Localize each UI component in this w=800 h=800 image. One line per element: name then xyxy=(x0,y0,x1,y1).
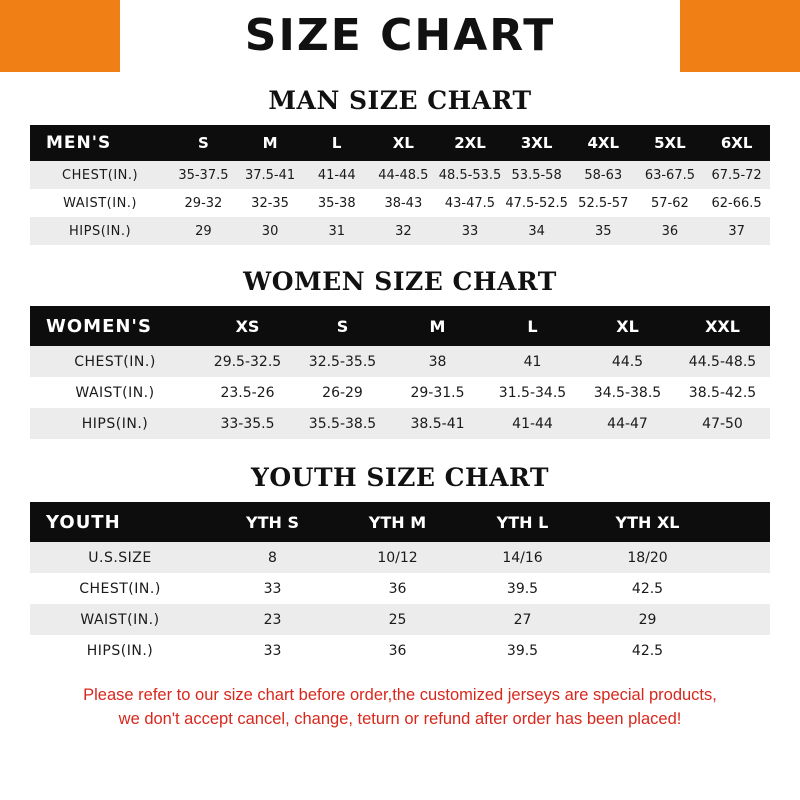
table-row xyxy=(30,377,770,408)
women-chest-l: 41 xyxy=(485,346,580,377)
men-chest-2xl: 48.5-53.5 xyxy=(437,161,504,189)
youth-chest-m: 36 xyxy=(335,573,460,604)
men-header-4xl: 4XL xyxy=(570,125,637,161)
men-header-5xl: 5XL xyxy=(637,125,704,161)
men-header-label: MEN'S xyxy=(30,125,170,161)
men-chest-5xl: 63-67.5 xyxy=(637,161,704,189)
women-header-l: L xyxy=(485,306,580,346)
women-waist-l: 31.5-34.5 xyxy=(485,377,580,408)
men-waist-5xl: 57-62 xyxy=(637,189,704,217)
women-header-xxl: XXL xyxy=(675,306,770,346)
men-header-l: L xyxy=(303,125,370,161)
men-waist-m: 32-35 xyxy=(237,189,304,217)
youth-chest-s: 33 xyxy=(210,573,335,604)
women-waist-m: 29-31.5 xyxy=(390,377,485,408)
youth-row-ussize-label: U.S.SIZE xyxy=(30,542,210,573)
women-chest-xl: 44.5 xyxy=(580,346,675,377)
youth-hips-m: 36 xyxy=(335,635,460,666)
youth-section-title: YOUTH SIZE CHART xyxy=(251,463,549,492)
women-hips-xxl: 47-50 xyxy=(675,408,770,439)
men-hips-6xl: 37 xyxy=(703,217,770,245)
footer-line-1: Please refer to our size chart before order,the customized jerseys are special products, xyxy=(83,686,717,704)
youth-hips-spacer xyxy=(710,635,770,666)
men-header-3xl: 3XL xyxy=(503,125,570,161)
women-hips-l: 41-44 xyxy=(485,408,580,439)
men-header-6xl: 6XL xyxy=(703,125,770,161)
women-header-m: M xyxy=(390,306,485,346)
women-header-xl: XL xyxy=(580,306,675,346)
men-hips-4xl: 35 xyxy=(570,217,637,245)
men-waist-4xl: 52.5-57 xyxy=(570,189,637,217)
youth-header-label: YOUTH xyxy=(30,502,210,542)
youth-waist-m: 25 xyxy=(335,604,460,635)
youth-ussize-xl: 18/20 xyxy=(585,542,710,573)
youth-ussize-spacer xyxy=(710,542,770,573)
chart-content xyxy=(0,86,800,666)
youth-row-waist-label: WAIST(IN.) xyxy=(30,604,210,635)
women-header-xs: XS xyxy=(200,306,295,346)
youth-waist-l: 27 xyxy=(460,604,585,635)
men-hips-m: 30 xyxy=(237,217,304,245)
youth-waist-spacer xyxy=(710,604,770,635)
man-size-table xyxy=(30,125,770,245)
women-section-title: WOMEN SIZE CHART xyxy=(243,267,557,296)
women-hips-s: 35.5-38.5 xyxy=(295,408,390,439)
header-banner-inner xyxy=(120,0,680,72)
table-row xyxy=(30,542,770,573)
women-row-chest-label: CHEST(IN.) xyxy=(30,346,200,377)
men-hips-l: 31 xyxy=(303,217,370,245)
men-hips-2xl: 33 xyxy=(437,217,504,245)
women-header-s: S xyxy=(295,306,390,346)
youth-waist-s: 23 xyxy=(210,604,335,635)
youth-hips-xl: 42.5 xyxy=(585,635,710,666)
men-row-waist-label: WAIST(IN.) xyxy=(30,189,170,217)
youth-ussize-s: 8 xyxy=(210,542,335,573)
women-chest-m: 38 xyxy=(390,346,485,377)
table-row xyxy=(30,604,770,635)
men-row-chest-label: CHEST(IN.) xyxy=(30,161,170,189)
men-row-hips-label: HIPS(IN.) xyxy=(30,217,170,245)
women-size-table xyxy=(30,306,770,439)
men-chest-l: 41-44 xyxy=(303,161,370,189)
men-header-xl: XL xyxy=(370,125,437,161)
men-hips-3xl: 34 xyxy=(503,217,570,245)
men-header-m: M xyxy=(237,125,304,161)
youth-header-xl: YTH XL xyxy=(585,502,710,542)
women-waist-xxl: 38.5-42.5 xyxy=(675,377,770,408)
youth-header-m: YTH M xyxy=(335,502,460,542)
youth-ussize-m: 10/12 xyxy=(335,542,460,573)
youth-chest-xl: 42.5 xyxy=(585,573,710,604)
women-hips-xl: 44-47 xyxy=(580,408,675,439)
youth-waist-xl: 29 xyxy=(585,604,710,635)
women-chest-s: 32.5-35.5 xyxy=(295,346,390,377)
table-header-row xyxy=(30,306,770,346)
women-chest-xs: 29.5-32.5 xyxy=(200,346,295,377)
youth-row-chest-label: CHEST(IN.) xyxy=(30,573,210,604)
women-row-hips-label: HIPS(IN.) xyxy=(30,408,200,439)
women-chest-xxl: 44.5-48.5 xyxy=(675,346,770,377)
youth-size-table xyxy=(30,502,770,666)
men-chest-3xl: 53.5-58 xyxy=(503,161,570,189)
men-waist-s: 29-32 xyxy=(170,189,237,217)
table-row xyxy=(30,635,770,666)
women-waist-xl: 34.5-38.5 xyxy=(580,377,675,408)
header-banner xyxy=(0,0,800,72)
man-section-title: MAN SIZE CHART xyxy=(268,86,532,115)
men-header-s: S xyxy=(170,125,237,161)
men-waist-l: 35-38 xyxy=(303,189,370,217)
men-hips-xl: 32 xyxy=(370,217,437,245)
youth-hips-s: 33 xyxy=(210,635,335,666)
men-waist-6xl: 62-66.5 xyxy=(703,189,770,217)
men-hips-s: 29 xyxy=(170,217,237,245)
youth-row-hips-label: HIPS(IN.) xyxy=(30,635,210,666)
men-waist-xl: 38-43 xyxy=(370,189,437,217)
table-row xyxy=(30,573,770,604)
youth-chest-spacer xyxy=(710,573,770,604)
footer-disclaimer xyxy=(20,684,780,732)
women-hips-xs: 33-35.5 xyxy=(200,408,295,439)
men-chest-s: 35-37.5 xyxy=(170,161,237,189)
table-row xyxy=(30,346,770,377)
men-waist-2xl: 43-47.5 xyxy=(437,189,504,217)
table-row xyxy=(30,161,770,189)
men-chest-m: 37.5-41 xyxy=(237,161,304,189)
table-row xyxy=(30,217,770,245)
women-hips-m: 38.5-41 xyxy=(390,408,485,439)
youth-ussize-l: 14/16 xyxy=(460,542,585,573)
women-row-waist-label: WAIST(IN.) xyxy=(30,377,200,408)
table-row xyxy=(30,189,770,217)
footer-line-2: we don't accept cancel, change, teturn or refund after order has been placed! xyxy=(118,709,682,728)
men-chest-xl: 44-48.5 xyxy=(370,161,437,189)
men-hips-5xl: 36 xyxy=(637,217,704,245)
table-row xyxy=(30,408,770,439)
women-waist-xs: 23.5-26 xyxy=(200,377,295,408)
women-waist-s: 26-29 xyxy=(295,377,390,408)
page-title: SIZE CHART xyxy=(244,10,556,61)
youth-header-spacer xyxy=(710,502,770,542)
men-chest-4xl: 58-63 xyxy=(570,161,637,189)
women-header-label: WOMEN'S xyxy=(30,306,200,346)
men-waist-3xl: 47.5-52.5 xyxy=(503,189,570,217)
table-header-row xyxy=(30,125,770,161)
youth-hips-l: 39.5 xyxy=(460,635,585,666)
men-header-2xl: 2XL xyxy=(437,125,504,161)
youth-chest-l: 39.5 xyxy=(460,573,585,604)
table-header-row xyxy=(30,502,770,542)
men-chest-6xl: 67.5-72 xyxy=(703,161,770,189)
youth-header-s: YTH S xyxy=(210,502,335,542)
youth-header-l: YTH L xyxy=(460,502,585,542)
